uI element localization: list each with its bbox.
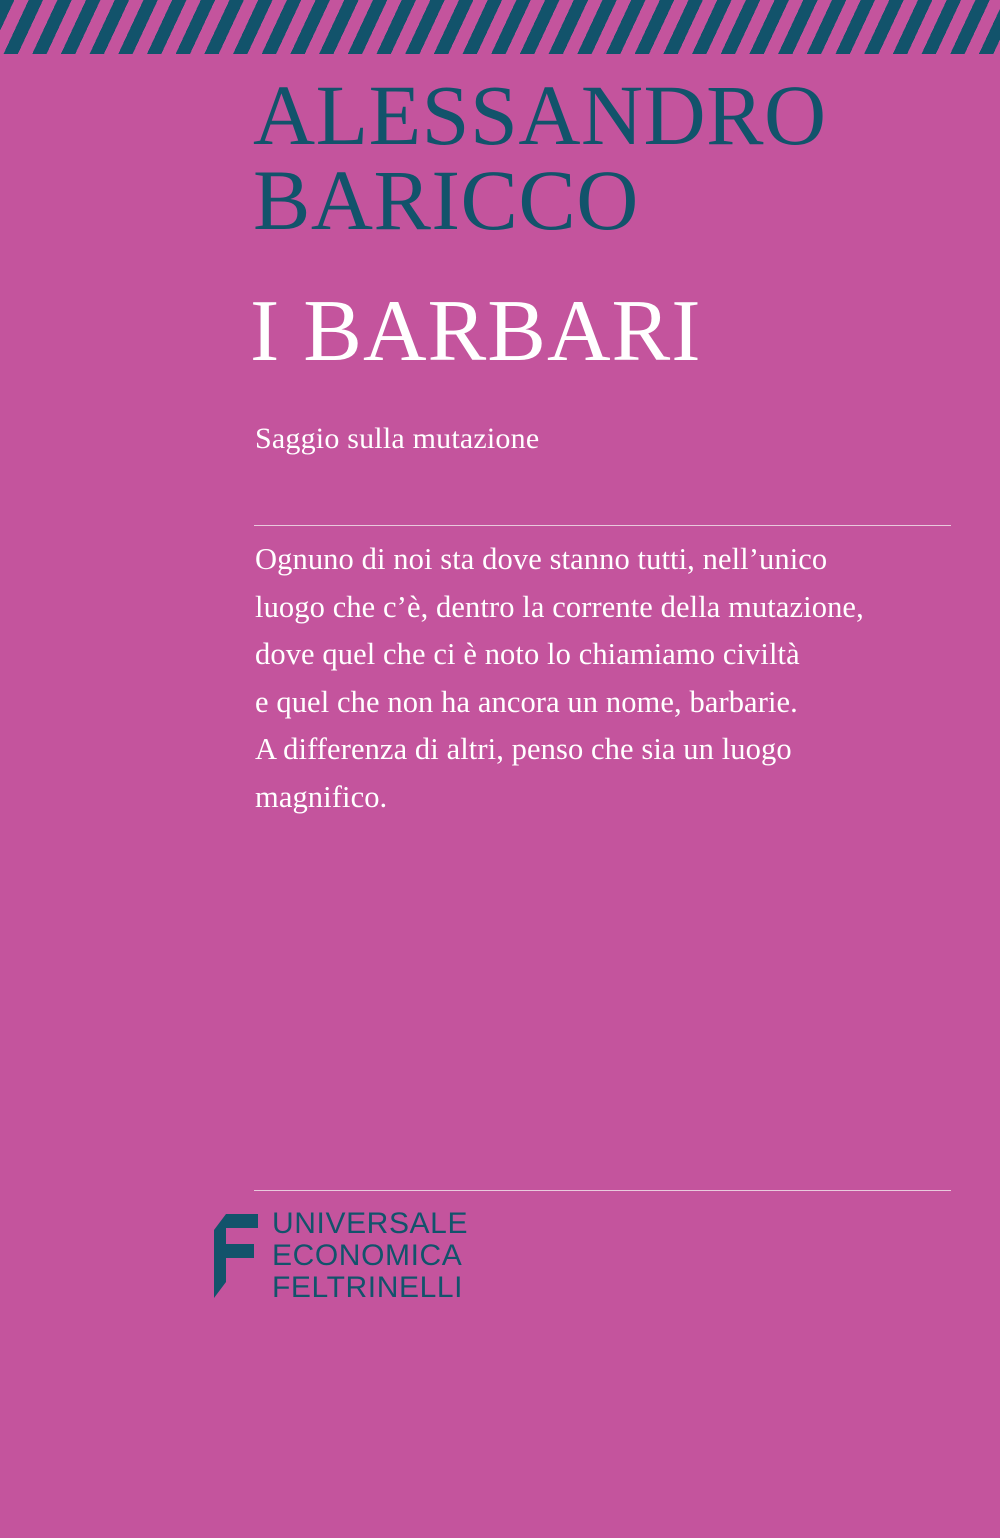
author-name-line-1: ALESSANDRO	[253, 67, 827, 163]
book-subtitle: Saggio sulla mutazione	[255, 422, 540, 455]
publisher-line-2: ECONOMICA	[272, 1239, 463, 1273]
publisher-line-1: UNIVERSALE	[272, 1207, 469, 1240]
blurb-line-2: luogo che c’è, dentro la corrente della mutazione,	[255, 589, 864, 624]
blurb-line-6: magnifico.	[255, 779, 388, 814]
book-title: I BARBARI	[250, 283, 702, 380]
diagonal-stripe-band	[0, 0, 1000, 54]
feltrinelli-f-icon	[214, 1214, 262, 1298]
author-name-line-2: BARICCO	[253, 152, 639, 249]
divider-bottom	[254, 1190, 951, 1191]
publisher-name	[272, 1208, 468, 1304]
blurb-line-3: dove quel che ci è noto lo chiamiamo civiltà	[255, 637, 800, 672]
cover-blurb	[255, 536, 955, 821]
publisher-line-3: FELTRINELLI	[272, 1271, 464, 1305]
author-name	[253, 67, 973, 249]
blurb-line-5: A differenza di altri, penso che sia un luogo	[255, 732, 792, 767]
blurb-line-1: Ognuno di noi sta dove stanno tutti, nell’unico	[255, 542, 828, 576]
blurb-line-4: e quel che non ha ancora un nome, barbarie.	[255, 684, 798, 719]
publisher-logo-block	[214, 1208, 468, 1304]
divider-top	[254, 525, 951, 526]
